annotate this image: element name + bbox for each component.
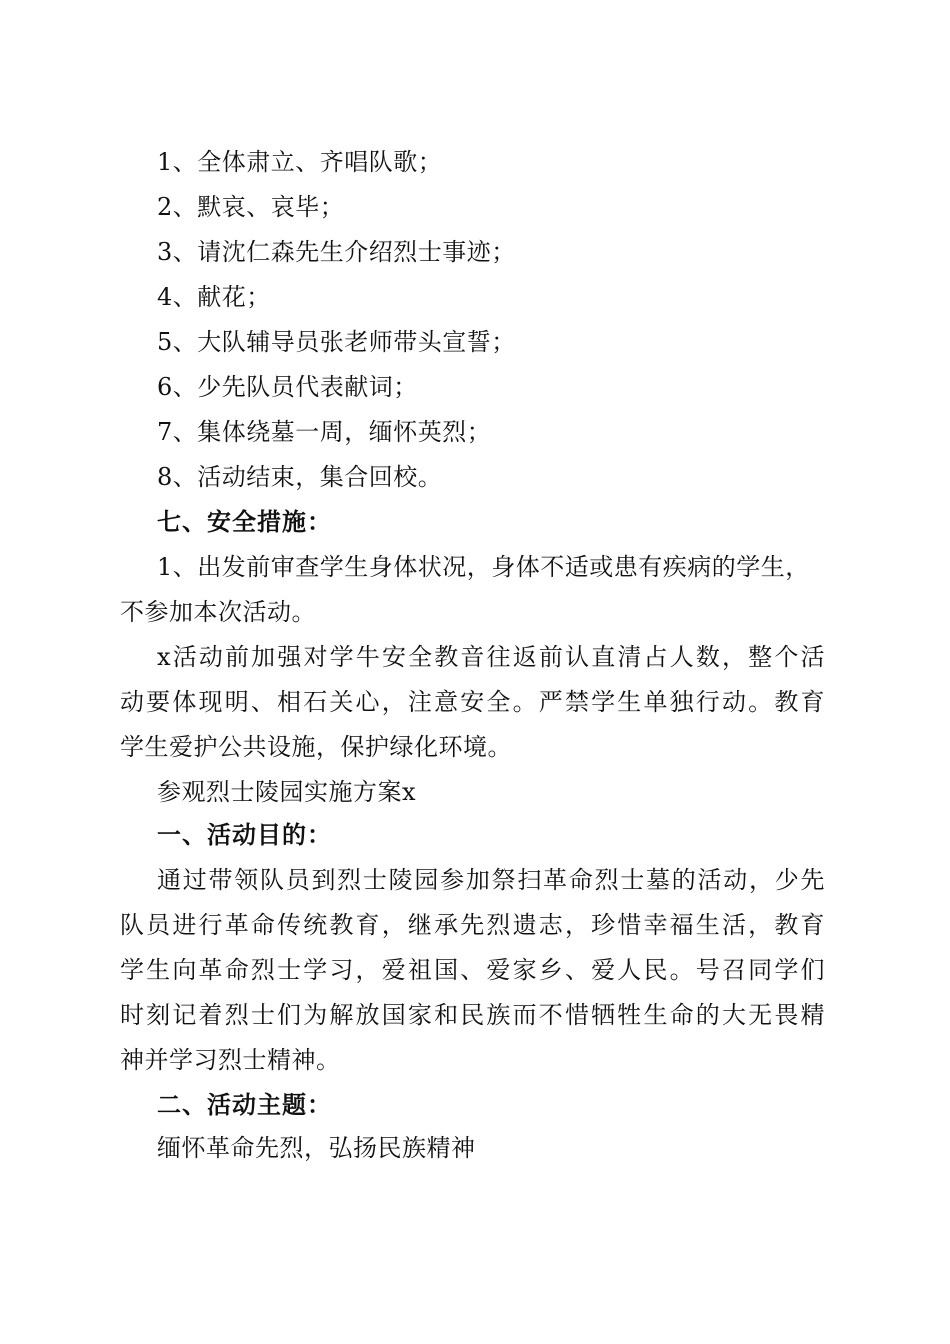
- section-2-heading: 二、活动主题：: [157, 1091, 332, 1119]
- section-1-heading: 一、活动目的：: [157, 821, 332, 849]
- safety-item-1-line-2: 不参加本次活动。: [120, 598, 316, 626]
- safety-item-2-line-2: 动要体现明、相石关心，注意安全。严禁学生单独行动。教育: [120, 688, 825, 716]
- step-4: 4、献花；: [157, 283, 271, 311]
- safety-item-1-line-1: 1、出发前审查学生身体状况，身体不适或患有疾病的学生，: [157, 553, 810, 581]
- purpose-line-5: 神并学习烈士精神。: [120, 1046, 341, 1074]
- purpose-line-3: 学生向革命烈士学习，爱祖国、爱家乡、爱人民。号召同学们: [120, 956, 825, 984]
- step-2: 2、默哀、哀毕；: [157, 193, 345, 221]
- purpose-line-1: 通过带领队员到烈士陵园参加祭扫革命烈士墓的活动，少先: [157, 866, 825, 894]
- theme-line-1: 缅怀革命先烈，弘扬民族精神: [157, 1134, 476, 1162]
- step-8: 8、活动结束，集合回校。: [157, 463, 443, 491]
- safety-item-2-line-1: x活动前加强对学牛安全教音往返前认直清占人数，整个活: [157, 643, 825, 671]
- step-3: 3、请沈仁森先生介绍烈士事迹；: [157, 238, 516, 266]
- purpose-line-4: 时刻记着烈士们为解放国家和民族而不惜牺牲生命的大无畏精: [120, 1001, 825, 1029]
- document-title: 参观烈士陵园实施方案x: [157, 778, 417, 806]
- step-1: 1、全体肃立、齐唱队歌；: [157, 148, 443, 176]
- step-7: 7、集体绕墓一周，缅怀英烈；: [157, 418, 492, 446]
- purpose-line-2: 队员进行革命传统教育，继承先烈遗志，珍惜幸福生活，教育: [120, 911, 825, 939]
- section-7-heading: 七、安全措施：: [157, 508, 332, 536]
- safety-item-2-line-3: 学生爱护公共设施，保护绿化环境。: [120, 733, 512, 761]
- step-6: 6、少先队员代表献词；: [157, 373, 418, 401]
- step-5: 5、大队辅导员张老师带头宣誓；: [157, 328, 516, 356]
